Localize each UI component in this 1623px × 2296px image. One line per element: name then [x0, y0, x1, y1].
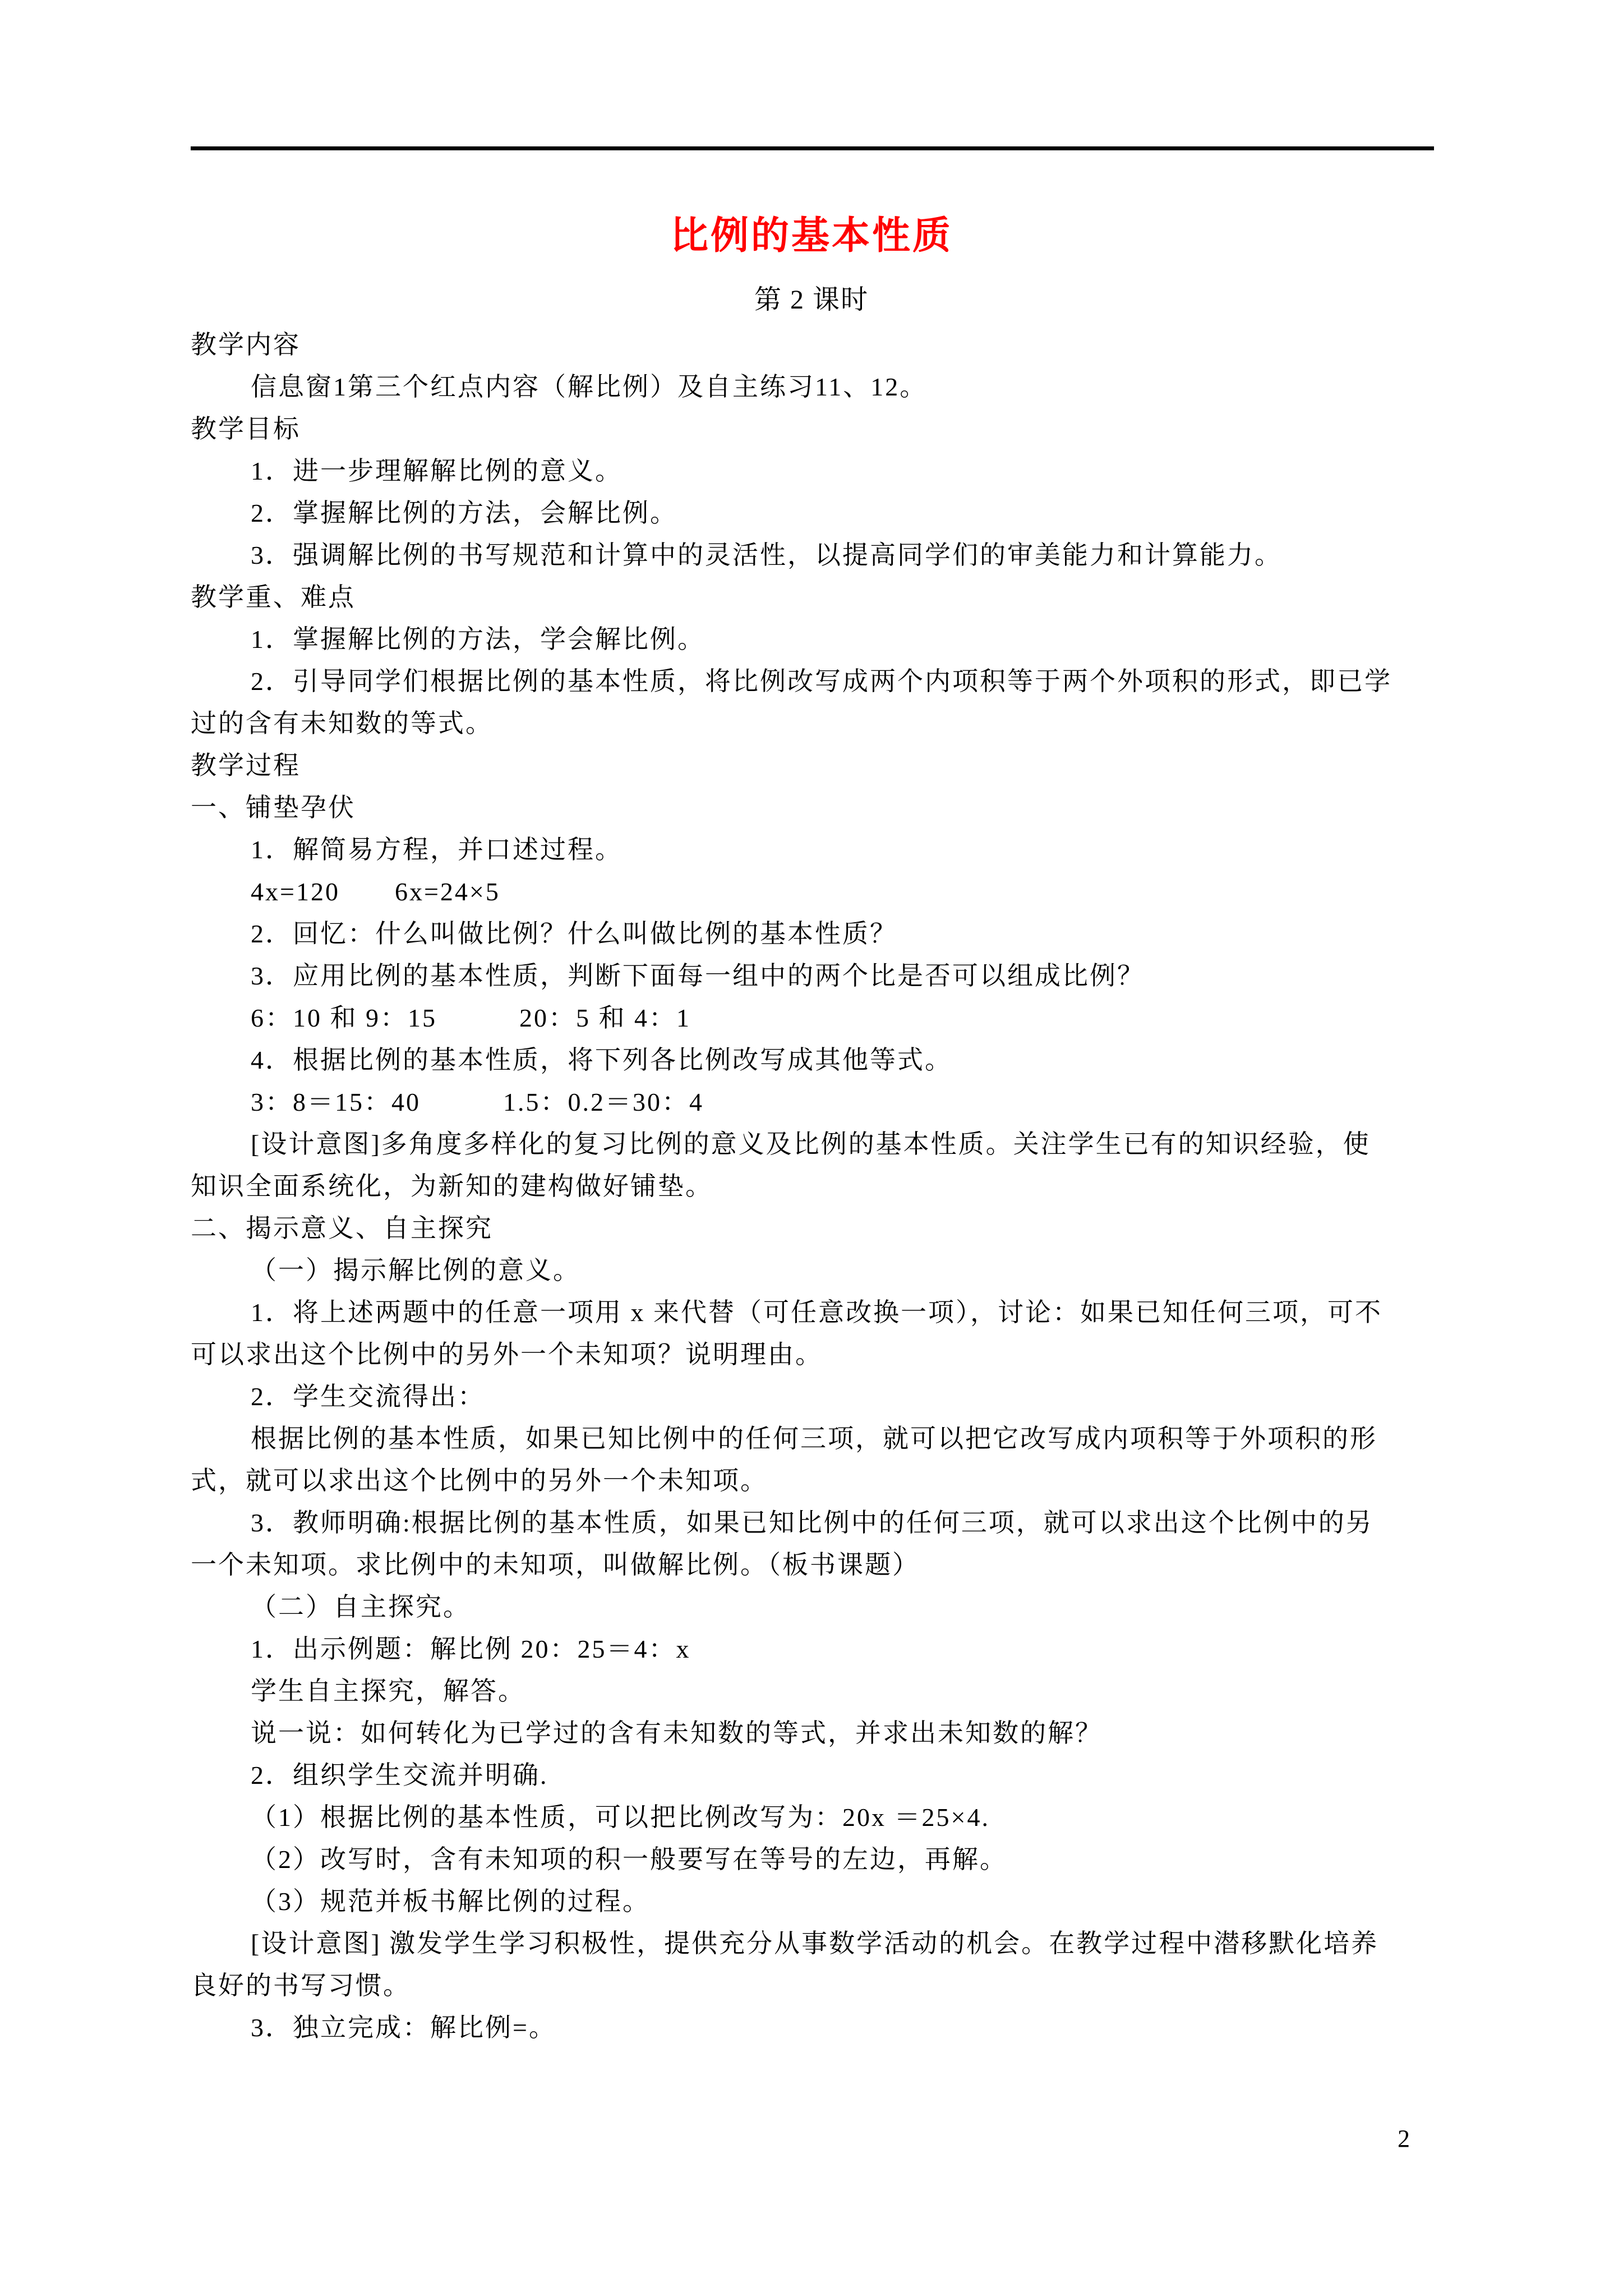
text-line: 信息窗1第三个红点内容（解比例）及自主练习11、12。 [251, 372, 928, 401]
text-line: 教学目标 [191, 415, 301, 443]
text-line: [设计意图]多角度多样化的复习比例的意义及比例的基本性质。关注学生已有的知识经验，使 [251, 1130, 1371, 1158]
text-line: 3．教师明确:根据比例的基本性质，如果已知比例中的任何三项，就可以求出这个比例中的另 [251, 1508, 1373, 1537]
text-line: 根据比例的基本性质，如果已知比例中的任何三项，就可以把它改写成内项积等于外项积的形 [251, 1424, 1377, 1453]
text-line: （3）规范并板书解比例的过程。 [251, 1887, 650, 1916]
text-line: 学生自主探究，解答。 [251, 1677, 525, 1705]
text-line: 2．学生交流得出： [251, 1382, 485, 1411]
text-line: 2．回忆：什么叫做比例？什么叫做比例的基本性质？ [251, 919, 897, 948]
text-line: 1．出示例题：解比例 20：25＝4：x [251, 1635, 691, 1663]
text-line: 3．独立完成：解比例=。 [251, 2013, 556, 2042]
text-line: 可以求出这个比例中的另外一个未知项？说明理由。 [191, 1340, 823, 1369]
text-line: 知识全面系统化，为新知的建构做好铺垫。 [191, 1172, 713, 1200]
text-line: 教学过程 [191, 751, 301, 780]
text-line: 1．解简易方程，并口述过程。 [251, 835, 623, 864]
text-line: 4x=120 6x=24×5 [251, 877, 500, 906]
page-number: 2 [1398, 2125, 1410, 2152]
text-line: 3：8＝15：40 1.5：0.2＝30：4 [251, 1088, 704, 1116]
header-rule [191, 146, 1434, 150]
text-line: 2．引导同学们根据比例的基本性质，将比例改写成两个内项积等于两个外项积的形式，即已学 [251, 667, 1392, 696]
text-line: 式，就可以求出这个比例中的另外一个未知项。 [191, 1466, 768, 1495]
text-line: 一个未知项。求比例中的未知项，叫做解比例。（板书课题） [191, 1550, 920, 1579]
text-line: 2．组织学生交流并明确. [251, 1761, 548, 1789]
text-line: （一）揭示解比例的意义。 [251, 1256, 580, 1285]
text-line: 教学内容 [191, 330, 301, 359]
text-line: （二）自主探究。 [251, 1593, 471, 1621]
document-body [191, 324, 1447, 2049]
text-line: [设计意图] 激发学生学习积极性，提供充分从事数学活动的机会。在教学过程中潜移默化培养 [251, 1929, 1379, 1958]
text-line: 二、揭示意义、自主探究 [191, 1214, 493, 1243]
text-line: 教学重、难点 [191, 583, 356, 611]
text-line: 2．掌握解比例的方法，会解比例。 [251, 499, 677, 527]
text-line: （2）改写时，含有未知项的积一般要写在等号的左边，再解。 [251, 1845, 1007, 1874]
text-line: 良好的书写习惯。 [191, 1971, 411, 2000]
text-line: 1．进一步理解解比例的意义。 [251, 457, 623, 485]
text-line: 说一说：如何转化为已学过的含有未知数的等式，并求出未知数的解？ [251, 1719, 1103, 1747]
text-line: 1．掌握解比例的方法，学会解比例。 [251, 625, 705, 654]
text-line: 6：10 和 9：15 20：5 和 4：1 [251, 1004, 691, 1032]
text-line: 3．强调解比例的书写规范和计算中的灵活性，以提高同学们的审美能力和计算能力。 [251, 541, 1282, 569]
text-line: 一、铺垫孕伏 [191, 793, 356, 822]
text-line: 过的含有未知数的等式。 [191, 709, 493, 738]
text-line: （1）根据比例的基本性质，可以把比例改写为：20x ＝25×4. [251, 1803, 990, 1832]
text-line: 3．应用比例的基本性质，判断下面每一组中的两个比是否可以组成比例？ [251, 961, 1145, 990]
page-title: 比例的基本性质 [670, 214, 953, 257]
page-subtitle: 第 2 课时 [754, 285, 869, 315]
text-line: 4．根据比例的基本性质，将下列各比例改写成其他等式。 [251, 1046, 952, 1074]
text-line: 1．将上述两题中的任意一项用 x 来代替（可任意改换一项），讨论：如果已知任何三项，可不 [251, 1298, 1382, 1327]
